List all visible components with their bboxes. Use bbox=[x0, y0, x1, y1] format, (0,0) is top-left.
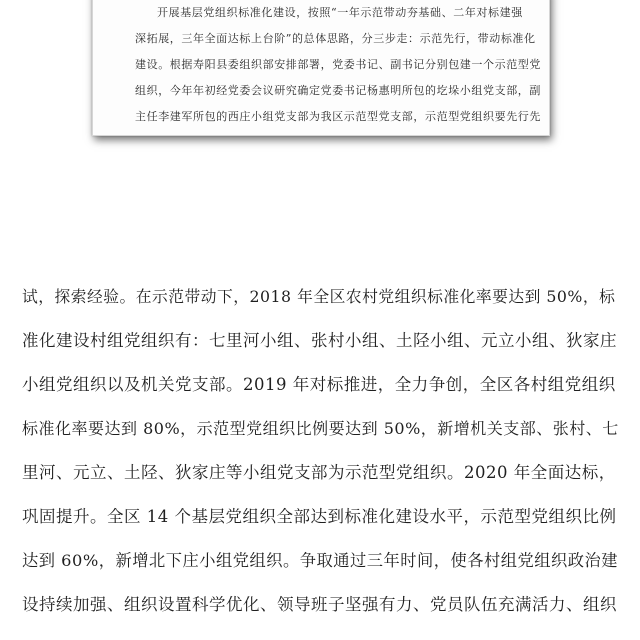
document-photo bbox=[92, 0, 550, 136]
doc-line: 深拓展，三年全面达标上台阶”的总体思路，分三步走：示范先行，带动标准化 bbox=[135, 32, 536, 45]
doc-line: 组织，今年年初经党委会议研究确定党委书记杨惠明所包的圪垛小组党支部，副 bbox=[135, 84, 541, 97]
body-line: 巩固提升。全区 14 个基层党组织全部达到标准化建设水平，示范型党组织比例 bbox=[22, 507, 617, 526]
body-line: 试，探索经验。在示范带动下，2018 年全区农村党组织标准化率要达到 50%，标 bbox=[22, 287, 616, 306]
body-line: 里河、元立、土陉、狄家庄等小组党支部为示范型党组织。2020 年全面达标， bbox=[22, 463, 616, 482]
body-line: 达到 60%，新增北下庄小组党组织。争取通过三年时间，使各村组党组织政治建 bbox=[22, 551, 619, 570]
doc-line: 开展基层党组织标准化建设，按照“一年示范带动夯基础、二年对标建强 bbox=[157, 6, 523, 19]
body-line: 小组党组织以及机关党支部。2019 年对标推进，全力争创，全区各村组党组织 bbox=[22, 375, 616, 394]
body-line: 设持续加强、组织设置科学优化、领导班子坚强有力、党员队伍充满活力、组织 bbox=[22, 595, 617, 614]
body-line: 准化建设村组党组织有：七里河小组、张村小组、土陉小组、元立小组、狄家庄 bbox=[22, 331, 617, 350]
body-line: 标准化率要达到 80%，示范型党组织比例要达到 50%，新增机关支部、张村、七 bbox=[22, 419, 619, 438]
doc-line: 主任李建军所包的西庄小组党支部为我区示范型党支部，示范型党组织要先行先 bbox=[135, 110, 541, 123]
doc-line: 建设。根据寿阳县委组织部安排部署，党委书记、副书记分别包建一个示范型党 bbox=[135, 58, 541, 71]
